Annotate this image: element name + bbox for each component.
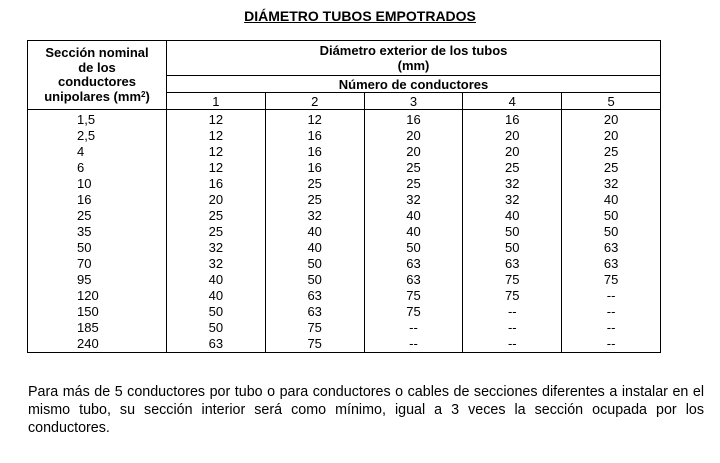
- diameter-cell: 12: [167, 144, 266, 160]
- section-cell: 70: [28, 256, 167, 272]
- diameter-cell: 32: [167, 240, 266, 256]
- table-row: [28, 288, 661, 304]
- diameter-cell: 20: [364, 144, 463, 160]
- diameter-cell: 16: [463, 110, 562, 129]
- section-header-line: de los: [78, 59, 116, 75]
- section-header-line: conductores: [57, 74, 136, 89]
- diameter-cell: 40: [364, 224, 463, 240]
- diameter-cell: --: [463, 304, 562, 320]
- diameter-cell: --: [562, 304, 661, 320]
- column-header-1: 1: [167, 93, 266, 110]
- diameter-cell: 16: [265, 160, 364, 176]
- diameter-cell: 32: [364, 192, 463, 208]
- section-cell: 50: [28, 240, 167, 256]
- table-row: [28, 128, 661, 144]
- table-row: [28, 192, 661, 208]
- section-header-line: Sección nominal: [45, 45, 149, 60]
- diameter-cell: 25: [562, 160, 661, 176]
- diameter-cell: 50: [167, 320, 266, 336]
- diameter-cell: 75: [463, 272, 562, 288]
- diameter-cell: 40: [463, 208, 562, 224]
- table-row: [28, 144, 661, 160]
- table-row: [28, 176, 661, 192]
- diameter-cell: 20: [167, 192, 266, 208]
- section-cell: 4: [28, 144, 167, 160]
- conductors-header: Número de conductores: [167, 76, 661, 93]
- section-cell: 240: [28, 336, 167, 353]
- diameter-cell: 50: [167, 304, 266, 320]
- diameter-cell: 63: [265, 304, 364, 320]
- diameter-header-line: Diámetro exterior de los tubos: [319, 43, 508, 58]
- diameter-cell: 25: [364, 160, 463, 176]
- diameter-cell: 12: [167, 128, 266, 144]
- section-cell: 1,5: [28, 110, 167, 129]
- diameter-cell: 63: [562, 240, 661, 256]
- table-row: [28, 240, 661, 256]
- diameter-cell: 50: [463, 240, 562, 256]
- section-header: [28, 41, 167, 110]
- diameter-cell: 50: [463, 224, 562, 240]
- diameter-cell: 25: [364, 176, 463, 192]
- section-cell: 10: [28, 176, 167, 192]
- diameter-cell: 25: [562, 144, 661, 160]
- diameter-cell: 75: [463, 288, 562, 304]
- diameter-cell: 25: [265, 192, 364, 208]
- diameter-cell: 63: [463, 256, 562, 272]
- diameter-cell: 50: [265, 272, 364, 288]
- section-header-line: unipolares (mm: [44, 88, 141, 104]
- diameter-cell: --: [463, 336, 562, 353]
- column-header-3: 3: [364, 93, 463, 110]
- diameter-cell: 63: [562, 256, 661, 272]
- diameter-cell: 75: [265, 320, 364, 336]
- section-cell: 25: [28, 208, 167, 224]
- diameter-header: [167, 41, 661, 76]
- document-title: DIÁMETRO TUBOS EMPOTRADOS: [244, 8, 476, 24]
- diameter-header-unit: (mm): [397, 58, 430, 73]
- diameter-cell: 32: [463, 192, 562, 208]
- diameter-cell: 20: [364, 128, 463, 144]
- table-row: [28, 304, 661, 320]
- diameter-cell: 16: [265, 144, 364, 160]
- diameter-cell: --: [562, 320, 661, 336]
- diameter-cell: 12: [167, 160, 266, 176]
- diameter-cell: --: [364, 320, 463, 336]
- diameter-cell: 40: [265, 240, 364, 256]
- table-row: [28, 208, 661, 224]
- conduit-diameter-table: [27, 40, 661, 353]
- diameter-cell: 25: [463, 160, 562, 176]
- diameter-cell: 40: [364, 208, 463, 224]
- diameter-cell: 75: [364, 304, 463, 320]
- table-row: [28, 336, 661, 353]
- diameter-cell: 40: [167, 288, 266, 304]
- diameter-cell: 63: [364, 272, 463, 288]
- diameter-cell: 75: [265, 336, 364, 353]
- diameter-cell: 32: [167, 256, 266, 272]
- section-cell: 35: [28, 224, 167, 240]
- diameter-cell: 50: [265, 256, 364, 272]
- section-cell: 6: [28, 160, 167, 176]
- footnote: Para más de 5 conductores por tubo o para conductores o cables de secciones diferentes a instalar en el mismo tubo, su sección interior será como mínimo, igual a 3 veces la sección ocupada por los conductores.: [28, 384, 704, 436]
- table-row: [28, 224, 661, 240]
- diameter-cell: 40: [265, 224, 364, 240]
- diameter-cell: 32: [463, 176, 562, 192]
- diameter-cell: 12: [167, 110, 266, 129]
- diameter-cell: 16: [167, 176, 266, 192]
- table-row: [28, 272, 661, 288]
- diameter-cell: 25: [265, 176, 364, 192]
- diameter-cell: --: [463, 320, 562, 336]
- diameter-cell: 25: [167, 208, 266, 224]
- table-row: [28, 256, 661, 272]
- diameter-cell: --: [562, 288, 661, 304]
- column-header-2: 2: [265, 93, 364, 110]
- column-header-5: 5: [562, 93, 661, 110]
- diameter-cell: 20: [463, 128, 562, 144]
- diameter-cell: 25: [167, 224, 266, 240]
- section-cell: 2,5: [28, 128, 167, 144]
- diameter-cell: 40: [562, 192, 661, 208]
- column-header-4: 4: [463, 93, 562, 110]
- diameter-cell: 32: [265, 208, 364, 224]
- section-cell: 95: [28, 272, 167, 288]
- diameter-cell: 63: [265, 288, 364, 304]
- diameter-cell: 16: [265, 128, 364, 144]
- section-header-close: ): [145, 88, 150, 104]
- diameter-cell: 50: [562, 224, 661, 240]
- diameter-cell: 20: [562, 110, 661, 129]
- section-header-superscript: 2: [141, 89, 146, 99]
- diameter-cell: 16: [364, 110, 463, 129]
- diameter-cell: 20: [463, 144, 562, 160]
- diameter-cell: 63: [364, 256, 463, 272]
- diameter-cell: --: [562, 336, 661, 353]
- table-row: [28, 110, 661, 129]
- diameter-cell: 12: [265, 110, 364, 129]
- diameter-cell: 32: [562, 176, 661, 192]
- diameter-cell: 20: [562, 128, 661, 144]
- diameter-cell: 50: [364, 240, 463, 256]
- diameter-cell: --: [364, 336, 463, 353]
- diameter-cell: 75: [364, 288, 463, 304]
- section-cell: 16: [28, 192, 167, 208]
- diameter-cell: 63: [167, 336, 266, 353]
- diameter-cell: 75: [562, 272, 661, 288]
- diameter-cell: 40: [167, 272, 266, 288]
- table-row: [28, 320, 661, 336]
- section-cell: 120: [28, 288, 167, 304]
- diameter-cell: 50: [562, 208, 661, 224]
- section-cell: 185: [28, 320, 167, 336]
- section-cell: 150: [28, 304, 167, 320]
- table-row: [28, 160, 661, 176]
